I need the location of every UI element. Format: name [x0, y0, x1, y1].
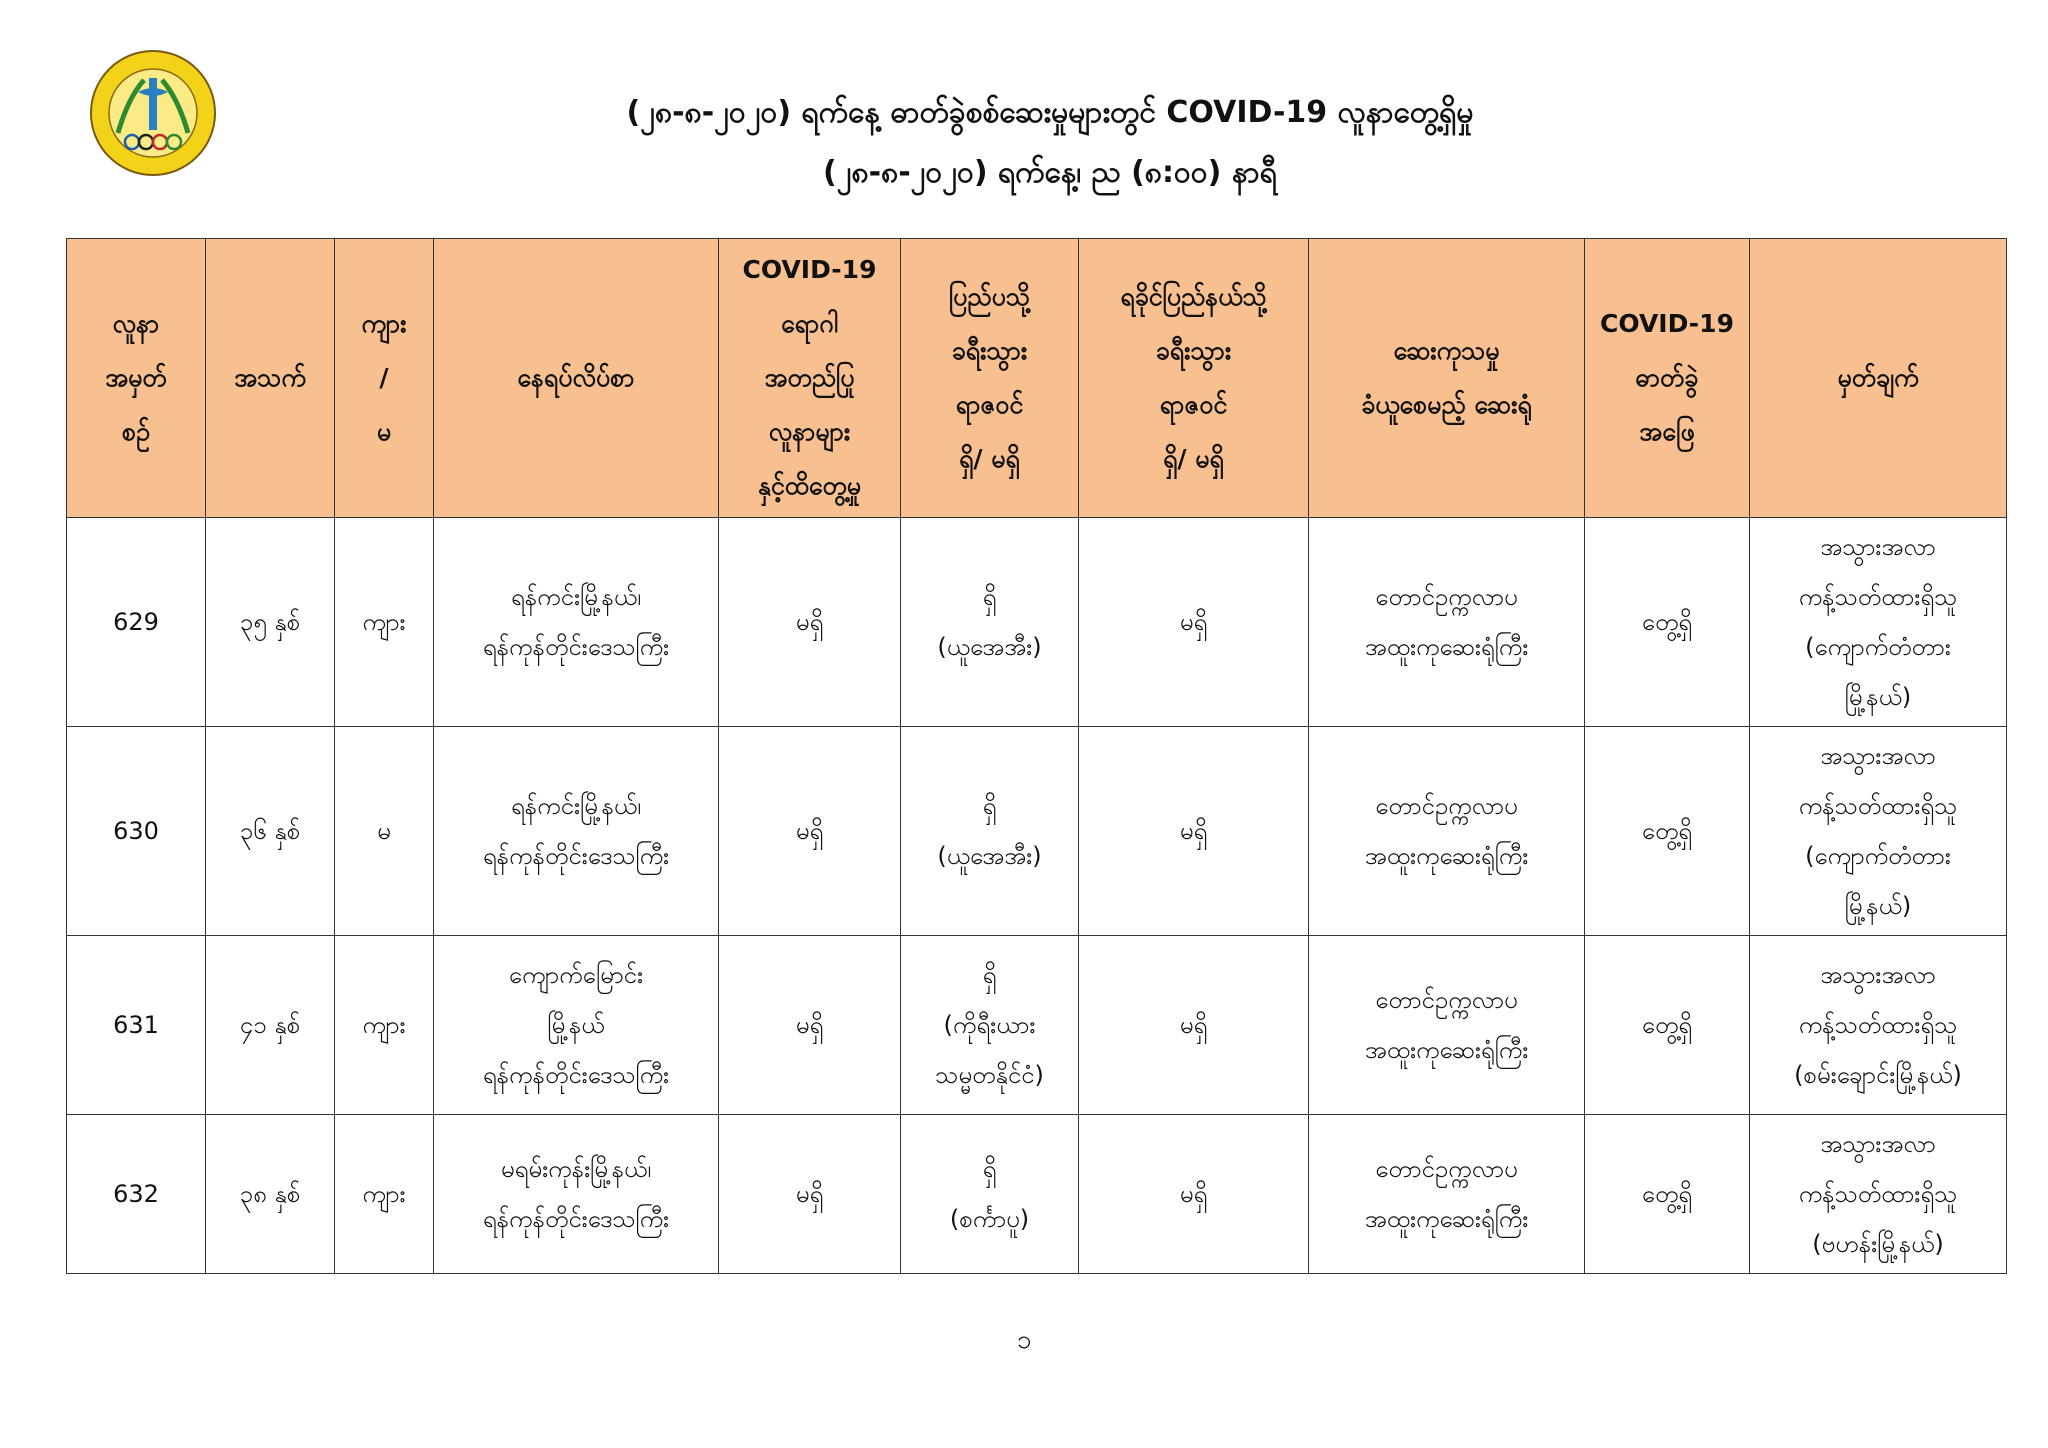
cell-sex: ကျား — [335, 936, 434, 1115]
cell-foreign-travel: ရှိ (စင်္ကာပူ) — [901, 1115, 1079, 1274]
header-hospital: ဆေးကုသမှု ခံယူစေမည့် ဆေးရုံ — [1309, 239, 1585, 518]
cell-age: ၃၅ နှစ် — [206, 518, 335, 727]
cell-contact: မရှိ — [719, 518, 901, 727]
cell-remarks: အသွားအလာ ကန့်သတ်ထားရှိသူ (စမ်းချောင်းမြို့နယ်) — [1750, 936, 2007, 1115]
header-rakhine-travel: ရခိုင်ပြည်နယ်သို့ ခရီးသွား ရာဇဝင် ရှိ/ မရှိ — [1079, 239, 1309, 518]
cell-lab-result: တွေ့ရှိ — [1585, 727, 1750, 936]
table-row — [67, 727, 2007, 936]
cell-hospital: တောင်ဥက္ကလာပ အထူးကုဆေးရုံကြီး — [1309, 1115, 1585, 1274]
cell-age: ၃၈ နှစ် — [206, 1115, 335, 1274]
cell-rakhine-travel: မရှိ — [1079, 1115, 1309, 1274]
cell-rakhine-travel: မရှိ — [1079, 727, 1309, 936]
cell-hospital: တောင်ဥက္ကလာပ အထူးကုဆေးရုံကြီး — [1309, 936, 1585, 1115]
cell-sex: ကျား — [335, 518, 434, 727]
page-title: (၂၈-၈-၂၀၂၀) ရက်နေ့ ဓာတ်ခွဲစစ်ဆေးမှုများတွင် COVID-19 လူနာတွေ့ရှိမှု — [626, 95, 1474, 130]
cell-foreign-travel: ရှိ (ယူအေအီး) — [901, 727, 1079, 936]
cell-patient-number: 629 — [67, 518, 206, 727]
header-remarks: မှတ်ချက် — [1750, 239, 2007, 518]
table-row — [67, 936, 2007, 1115]
cell-lab-result: တွေ့ရှိ — [1585, 1115, 1750, 1274]
header-patient-number: လူနာ အမှတ် စဉ် — [67, 239, 206, 518]
cell-sex: မ — [335, 727, 434, 936]
cell-patient-number: 632 — [67, 1115, 206, 1274]
cell-sex: ကျား — [335, 1115, 434, 1274]
cell-rakhine-travel: မရှိ — [1079, 518, 1309, 727]
page-number: ၁ — [1016, 1325, 1032, 1355]
header-lab-result: COVID-19 ဓာတ်ခွဲ အဖြေ — [1585, 239, 1750, 518]
header-age: အသက် — [206, 239, 335, 518]
table-row — [67, 1115, 2007, 1274]
cell-remarks: အသွားအလာ ကန့်သတ်ထားရှိသူ (ကျောက်တံတား မြို့နယ်) — [1750, 518, 2007, 727]
cell-contact: မရှိ — [719, 936, 901, 1115]
header-foreign-travel: ပြည်ပသို့ ခရီးသွား ရာဇဝင် ရှိ/ မရှိ — [901, 239, 1079, 518]
header-contact-with-confirmed: COVID-19 ရောဂါ အတည်ပြု လူနာများ နှင့်ထိတွေ့မှု — [719, 239, 901, 518]
cell-foreign-travel: ရှိ (ယူအေအီး) — [901, 518, 1079, 727]
table-row — [67, 518, 2007, 727]
header-address: နေရပ်လိပ်စာ — [434, 239, 719, 518]
cell-age: ၃၆ နှစ် — [206, 727, 335, 936]
cell-address: ရန်ကင်းမြို့နယ်၊ ရန်ကုန်တိုင်းဒေသကြီး — [434, 727, 719, 936]
cell-address: မရမ်းကုန်းမြို့နယ်၊ ရန်ကုန်တိုင်းဒေသကြီး — [434, 1115, 719, 1274]
cell-lab-result: တွေ့ရှိ — [1585, 518, 1750, 727]
cell-hospital: တောင်ဥက္ကလာပ အထူးကုဆေးရုံကြီး — [1309, 727, 1585, 936]
cell-patient-number: 630 — [67, 727, 206, 936]
cell-remarks: အသွားအလာ ကန့်သတ်ထားရှိသူ (ဗဟန်းမြို့နယ်) — [1750, 1115, 2007, 1274]
cell-address: ရန်ကင်းမြို့နယ်၊ ရန်ကုန်တိုင်းဒေသကြီး — [434, 518, 719, 727]
cell-patient-number: 631 — [67, 936, 206, 1115]
ministry-logo-icon — [88, 48, 218, 178]
cell-remarks: အသွားအလာ ကန့်သတ်ထားရှိသူ (ကျောက်တံတား မြို့နယ်) — [1750, 727, 2007, 936]
cell-foreign-travel: ရှိ (ကိုရီးယား သမ္မတနိုင်ငံ) — [901, 936, 1079, 1115]
cell-age: ၄၁ နှစ် — [206, 936, 335, 1115]
header-sex: ကျား / မ — [335, 239, 434, 518]
cell-rakhine-travel: မရှိ — [1079, 936, 1309, 1115]
cell-contact: မရှိ — [719, 1115, 901, 1274]
cell-contact: မရှိ — [719, 727, 901, 936]
cell-lab-result: တွေ့ရှိ — [1585, 936, 1750, 1115]
cell-address: ကျောက်မြောင်း မြို့နယ် ရန်ကုန်တိုင်းဒေသကြီး — [434, 936, 719, 1115]
cell-hospital: တောင်ဥက္ကလာပ အထူးကုဆေးရုံကြီး — [1309, 518, 1585, 727]
page-subtitle: (၂၈-၈-၂၀၂၀) ရက်နေ့၊ ည (၈:၀၀) နာရီ — [823, 155, 1277, 190]
table-header-row — [67, 239, 2007, 518]
covid-cases-table — [66, 238, 2007, 1274]
